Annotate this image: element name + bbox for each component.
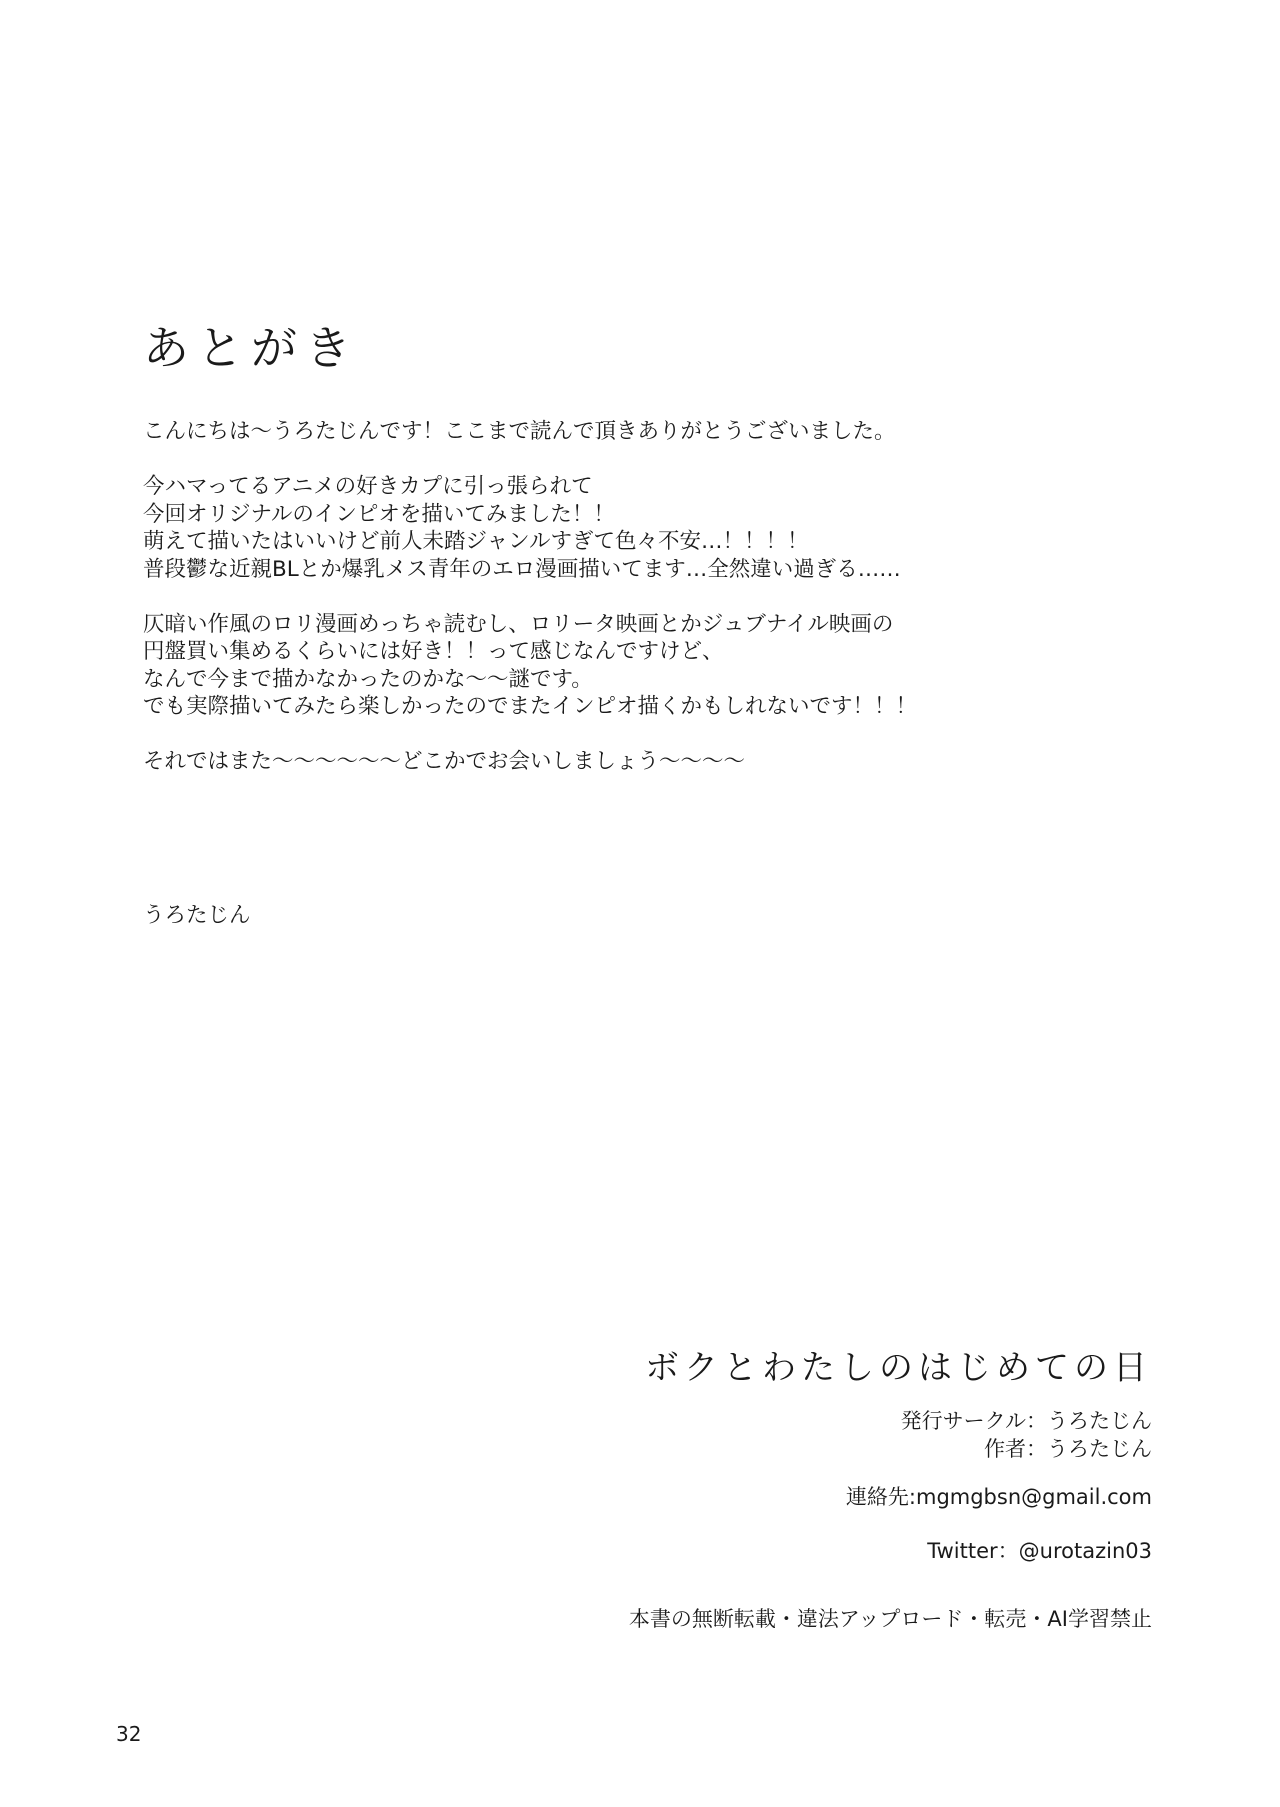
afterword-body <box>143 418 1183 803</box>
copyright-notice: 本書の無断転載・違法アップロード・転売・AI学習禁止 <box>628 1606 1152 1631</box>
page-number: 32 <box>116 1722 142 1746</box>
author-signature: うろたじん <box>143 903 251 928</box>
body-line: 仄暗い作風のロリ漫画めっちゃ読むし、ロリータ映画とかジュブナイル映画の <box>143 611 894 637</box>
paragraph-farewell <box>143 748 1183 776</box>
body-line: 萌えて描いたはいいけど前人未踏ジャンルすぎて色々不安…！！！！ <box>143 529 809 554</box>
body-line: 今回オリジナルのインピオを描いてみました！！ <box>143 501 615 527</box>
body-line: こんにちは〜うろたじんです！ここまで読んで頂きありがとうございました。 <box>143 419 896 444</box>
afterword-heading: あとがき <box>143 321 359 375</box>
author-credit: 作者：うろたじん <box>984 1436 1152 1461</box>
twitter-handle: Twitter：@urotazin03 <box>927 1538 1152 1563</box>
body-line: 円盤買い集めるくらいには好き！！って感じなんですけど、 <box>143 639 724 664</box>
book-title: ボクとわたしのはじめての日 <box>645 1348 1152 1388</box>
body-line: 今ハマってるアニメの好きカプに引っ張られて <box>143 474 593 499</box>
contact-email: 連絡先:mgmgbsn@gmail.com <box>845 1484 1152 1509</box>
paragraph-reflection <box>143 611 1183 721</box>
paragraph-greeting <box>143 418 1183 446</box>
colophon <box>452 1348 1152 1633</box>
body-line: 普段鬱な近親BLとか爆乳メス青年のエロ漫画描いてます…全然違い過ぎる…… <box>143 556 901 582</box>
paragraph-motivation <box>143 473 1183 583</box>
body-line: なんで今まで描かなかったのかな〜〜謎です。 <box>143 666 593 692</box>
body-line: でも実際描いてみたら楽しかったのでまたインピオ描くかもしれないです！！！ <box>143 694 918 719</box>
body-line: それではまた〜〜〜〜〜〜どこかでお会いしましょう〜〜〜〜 <box>143 749 746 774</box>
publisher-circle: 発行サークル：うろたじん <box>900 1408 1152 1433</box>
